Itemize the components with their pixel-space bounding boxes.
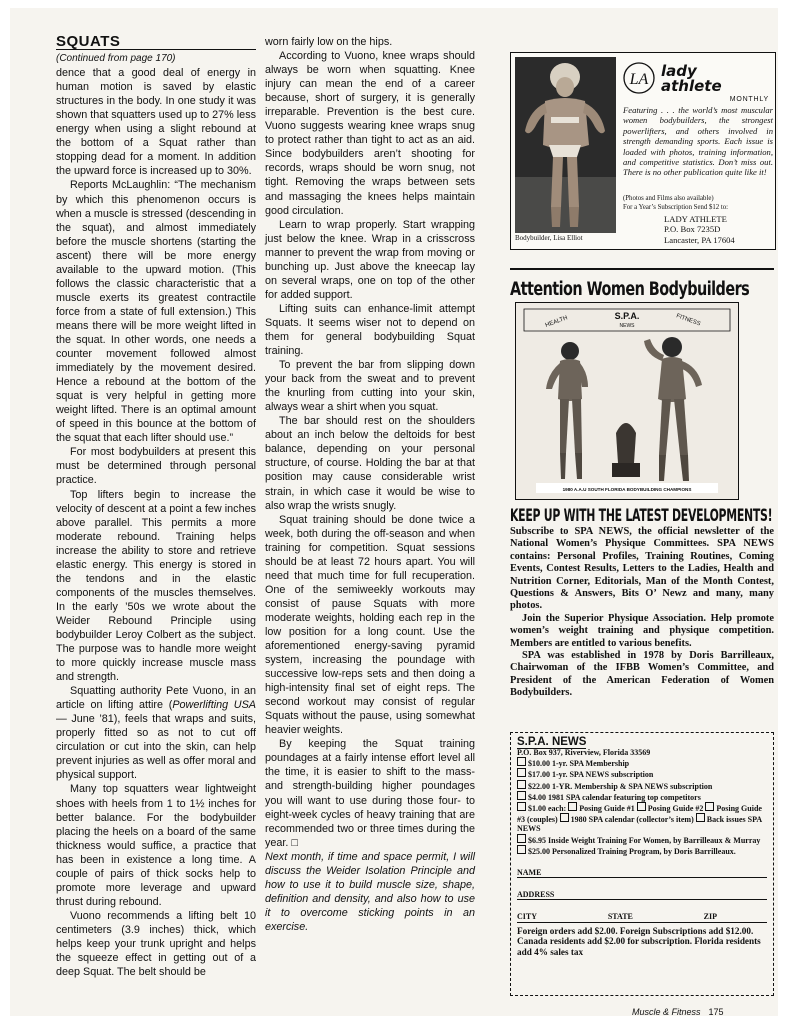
article-heading: SQUATS bbox=[56, 33, 121, 50]
address-line: P.O. Box 7235D bbox=[664, 224, 721, 235]
paragraph: Many top squatters wear lightweight shoes with heels from 1 to 1½ inches for better balance. For the bodybuilder placing the heels on a board of the same thickness would suffice, a practice that has been in existence a long time. A couple of pairs of thick socks help to promote more leverage and upward thrust during rebound. bbox=[56, 783, 256, 908]
address-field[interactable] bbox=[517, 881, 767, 900]
logo-word-lady: lady bbox=[661, 62, 697, 80]
lady-athlete-notes bbox=[623, 194, 773, 212]
paragraph: To prevent the bar from slipping down your back from the sweat and to prevent the knurling from cutting into your skin, always wear a shirt when you squat. bbox=[265, 359, 475, 414]
coupon-option-label: $6.95 Inside Weight Training For Women, by Barrilleaux & Murray bbox=[528, 835, 761, 845]
coupon-option-label: $25.00 Personalized Training Program, by Doris Barrilleaux. bbox=[528, 846, 736, 856]
coupon-option-label: $17.00 1-yr. SPA NEWS subscription bbox=[528, 770, 654, 780]
name-field[interactable] bbox=[517, 859, 767, 878]
cover-caption: 1980 A.A.U SOUTH FLORIDA BODYBUILDING CHAMPIONS bbox=[562, 487, 692, 492]
checkbox[interactable] bbox=[517, 791, 526, 800]
coupon-option bbox=[517, 834, 767, 845]
paragraph bbox=[265, 737, 475, 849]
coupon-option bbox=[517, 791, 767, 802]
lady-athlete-logo bbox=[621, 58, 771, 102]
lady-athlete-ad bbox=[510, 52, 776, 250]
address-label: ADDRESS bbox=[517, 890, 555, 900]
text-run: By keeping the Squat training poundages at a fairly intense effort level all the time, it is easier to shift to the mass- and strength-building higher poundages you will want to use during those four- to eight-week cycles of heavy training that are recommended two or three times during the year. bbox=[265, 738, 475, 849]
coupon-option bbox=[517, 768, 767, 779]
coupon-content bbox=[517, 736, 767, 958]
bodybuilder-figure-icon bbox=[515, 57, 616, 233]
city-state-zip-field[interactable] bbox=[517, 903, 767, 922]
page-number: 175 bbox=[708, 1007, 724, 1017]
coupon-title bbox=[517, 736, 767, 748]
checkbox[interactable] bbox=[517, 834, 526, 843]
checkbox[interactable] bbox=[568, 802, 577, 811]
lady-athlete-monogram-icon bbox=[621, 58, 771, 102]
coupon-option-label: Back issues SPA NEWS bbox=[517, 815, 762, 834]
coupon-option bbox=[517, 802, 767, 834]
article-column-1 bbox=[56, 35, 256, 979]
coupon-option-label: $22.00 1-YR. Membership & SPA NEWS subscription bbox=[528, 781, 713, 791]
article-column-2 bbox=[265, 35, 475, 934]
checkbox[interactable] bbox=[560, 813, 569, 822]
photo-caption: Bodybuilder, Lisa Elliot bbox=[515, 234, 583, 242]
cover-left-word: HEALTH bbox=[544, 315, 569, 329]
logo-monthly: MONTHLY bbox=[729, 96, 769, 102]
checkbox[interactable] bbox=[637, 802, 646, 811]
paragraph: Subscribe to SPA NEWS, the official newsletter of the National Women’s Physique Committees. SPA NEWS contains: Personal Profiles, Training Routines, Coming Events, Contest Results, Letters to the Ladies, Health and Nutrition Corner, Editorials, Man of the Month Contest, Questions & Answers, Bits O’ Newz and many, many photos. bbox=[510, 526, 774, 612]
city-state-zip-labels bbox=[517, 912, 717, 921]
spa-keep-up-headline: KEEP UP WITH THE LATEST DEVELOPMENTS! bbox=[510, 506, 773, 525]
text-run: Squatting authority Pete Vuono, in an article on lifting attire ( bbox=[56, 685, 256, 712]
coupon-option-label: Posing Guide #3 (couples) bbox=[517, 804, 762, 825]
spa-order-coupon[interactable] bbox=[510, 732, 774, 996]
coupon-option-label: $1.00 each: bbox=[528, 804, 567, 814]
paragraph: Lifting suits can enhance-limit attempt Squats. It seems wiser not to depend on them for general bodybuilding Squat training. bbox=[265, 302, 475, 358]
continued-note: (Continued from page 170) bbox=[56, 49, 256, 66]
paragraph: Learn to wrap properly. Start wrapping just below the knee. Wrap in a crisscross manner to prevent the wrap from moving or bunching up. Just above the kneecap lay on several wraps, one on top of the other for added support. bbox=[265, 218, 475, 301]
address-line: Lancaster, PA 17604 bbox=[664, 234, 735, 245]
cover-right-word: FITNESS bbox=[675, 313, 702, 328]
checkbox[interactable] bbox=[517, 802, 526, 811]
coupon-title-text: S.P.A. NEWS bbox=[517, 736, 587, 748]
coupon-option bbox=[517, 845, 767, 856]
coupon-option-label: $4.00 1981 SPA calendar featuring top competitors bbox=[528, 792, 701, 802]
paragraph: For most bodybuilders at present this must be determined through personal practice. bbox=[56, 446, 256, 487]
state-label: STATE bbox=[607, 912, 633, 922]
paragraph: Join the Superior Physique Association. Help promote women’s weight training and physique competition. Members are entitled to various benefits. bbox=[510, 612, 774, 649]
city-label: CITY bbox=[517, 912, 538, 922]
foreign-orders-note: Foreign orders add $2.00. Foreign Subscriptions add $12.00. Canada residents add $2.00 for subscription. Florida residents add 4% sales tax bbox=[517, 925, 761, 958]
coupon-option-label: $10.00 1-yr. SPA Membership bbox=[528, 759, 630, 769]
publication-title: Powerlifting USA bbox=[172, 699, 256, 712]
paragraph: The bar should rest on the shoulders about an inch below the deltoids for best balance, depending on your personal structure, of course. Holding the bar at that position may cause considerable wrist strain, in which case it would be wise to also wrap the wrists snugly. bbox=[265, 415, 475, 512]
ad-rule bbox=[510, 268, 774, 270]
coupon-option bbox=[517, 780, 767, 791]
spa-news-cover bbox=[515, 302, 739, 500]
spa-ad-body bbox=[510, 526, 774, 700]
zip-label: ZIP bbox=[703, 912, 717, 922]
page-footer bbox=[632, 1007, 724, 1017]
text-run: — June ’81), feels that wraps and suits, properly fitted so as not to cut off circulation or cut into the skin, can help prevent injuries as well as offer moral and physical support. bbox=[56, 713, 256, 782]
cover-masthead: S.P.A. bbox=[614, 311, 640, 321]
checkbox[interactable] bbox=[705, 802, 714, 811]
paragraph: worn fairly low on the hips. bbox=[265, 36, 393, 48]
name-label: NAME bbox=[517, 868, 542, 878]
checkbox[interactable] bbox=[517, 780, 526, 789]
paragraph: dence that a good deal of energy in human motion is saved by elastic structures in the body. In one study it was shown that squatters used up to 27% less energy when using a slight rebound at the bottom of a Squat rather than stopping dead for a moment. In addition the upward force is increased up to 30%. bbox=[56, 67, 256, 178]
spa-ad-title: Attention Women Bodybuilders bbox=[510, 279, 750, 300]
magazine-name: Muscle & Fitness bbox=[632, 1007, 701, 1017]
spa-news-ad bbox=[510, 268, 774, 1008]
coupon-option-label: Posing Guide #2 bbox=[647, 804, 704, 814]
paragraph: Squat training should be done twice a week, both during the off-season and when training for competition. Squat sessions should be at least 72 hours apart. You will need that much time for full recuperation. One of the semiweekly workouts may consist of pause Squats with more moderate weights, holding each rep in the low position for a long count. Use the aforementioned energy-saving pyramid system, increasing the poundage with successive low-reps sets and then doing a high-intensity final set of eight reps. The second workout may consist of regular Squats without the pause, using somewhat heavier weights. bbox=[265, 513, 475, 737]
coupon-option-label: Posing Guide #1 bbox=[579, 804, 635, 814]
monogram-text: LA bbox=[629, 71, 649, 88]
address-line: LADY ATHLETE bbox=[664, 214, 727, 224]
checkbox[interactable] bbox=[517, 768, 526, 777]
bodybuilder-photo bbox=[515, 57, 616, 233]
checkbox[interactable] bbox=[517, 757, 526, 766]
paragraph: Top lifters begin to increase the velocity of descent at a point a few inches above parallel. This permits a more moderate rebound. Training helps increase the ability to store and retrieve elastic energy. This energy is stored in the tendons and in the elastic components of the muscles themselves. In the early ’50s we wrote about the Weider Rebound Principle using bodybuilder Leroy Colbert as the subject. The purpose was to handle more weight to more quickly increase muscle mass and strength. bbox=[56, 488, 256, 684]
end-mark: □ bbox=[291, 836, 298, 849]
paragraph: SPA was established in 1978 by Doris Barrilleaux, Chairwoman of the IFBB Women’s Committee, and President of the American Federation of Women Bodybuilders. bbox=[510, 650, 774, 699]
cover-masthead-sub: NEWS bbox=[619, 323, 635, 329]
photos-note: (Photos and Films also available) bbox=[623, 195, 714, 202]
paragraph bbox=[56, 684, 256, 782]
logo-word-athlete: athlete bbox=[661, 77, 722, 95]
next-month-note: Next month, if time and space permit, I will discuss the Weider Isolation Principle and how to use it to build muscle size, shape, definition and density, and also how to use it to overcome sticking points in an exercise. bbox=[265, 850, 475, 933]
paragraph: Vuono recommends a lifting belt 10 centimeters (3.9 inches) thick, which helps keep your trunk upright and helps the squeeze effect in getting out of a deep Squat. The belt should be bbox=[56, 909, 256, 979]
paragraph: Reports McLaughlin: “The mechanism by which this phenomenon occurs is when a muscle is stressed (descending in the squat), and almost immediately before the muscle shortens (starting the ascent) there will be more energy available to the upward motion. (This follows the classic characteristic that a muscle exerts its greatest contractile force from a state of full extension.) This means there will be more weight lifted in the squat. In other words, one needs a counter movement followed almost immediately by the movement desired. Hence a rebound at the bottom of the squat is very helpful in getting more weight lifted. There is an optimal amount of speed in this bounce at the bottom of the squat that each lifter should use.” bbox=[56, 179, 256, 445]
spa-cover-illustration bbox=[516, 303, 738, 499]
lady-athlete-description: Featuring . . . the world’s most muscular women bodybuilders, the strongest powerlifters, and others involved in strength demanding sports. Each issue is loaded with photos, training information, and competitive statistics. Don’t miss out. There is no other publication quite like it! bbox=[623, 105, 773, 178]
subscription-note: For a Year’s Subscription Send $12 to: bbox=[623, 204, 729, 211]
lady-athlete-address bbox=[664, 214, 776, 245]
coupon-po-box: P.O. Box 937, Riverview, Florida 33569 bbox=[517, 748, 651, 757]
checkbox[interactable] bbox=[517, 845, 526, 854]
coupon-option bbox=[517, 757, 767, 768]
paragraph: According to Vuono, knee wraps should always be worn when squatting. Knee injury can mean the end of a career because, short of surgery, it is generally irreparable. Prevention is the best cure. Vuono suggests wearing knee wraps snug to protect rather than tight to act as an aid. Since bodybuilders aren’t shooting for records, wraps should be worn snug, not tight. Removing the wraps between sets and massaging the knees helps maintain good circulation. bbox=[265, 50, 475, 217]
magazine-page bbox=[10, 8, 778, 1016]
checkbox[interactable] bbox=[696, 813, 705, 822]
coupon-option-label: 1980 SPA calendar (collector’s item) bbox=[570, 815, 694, 825]
